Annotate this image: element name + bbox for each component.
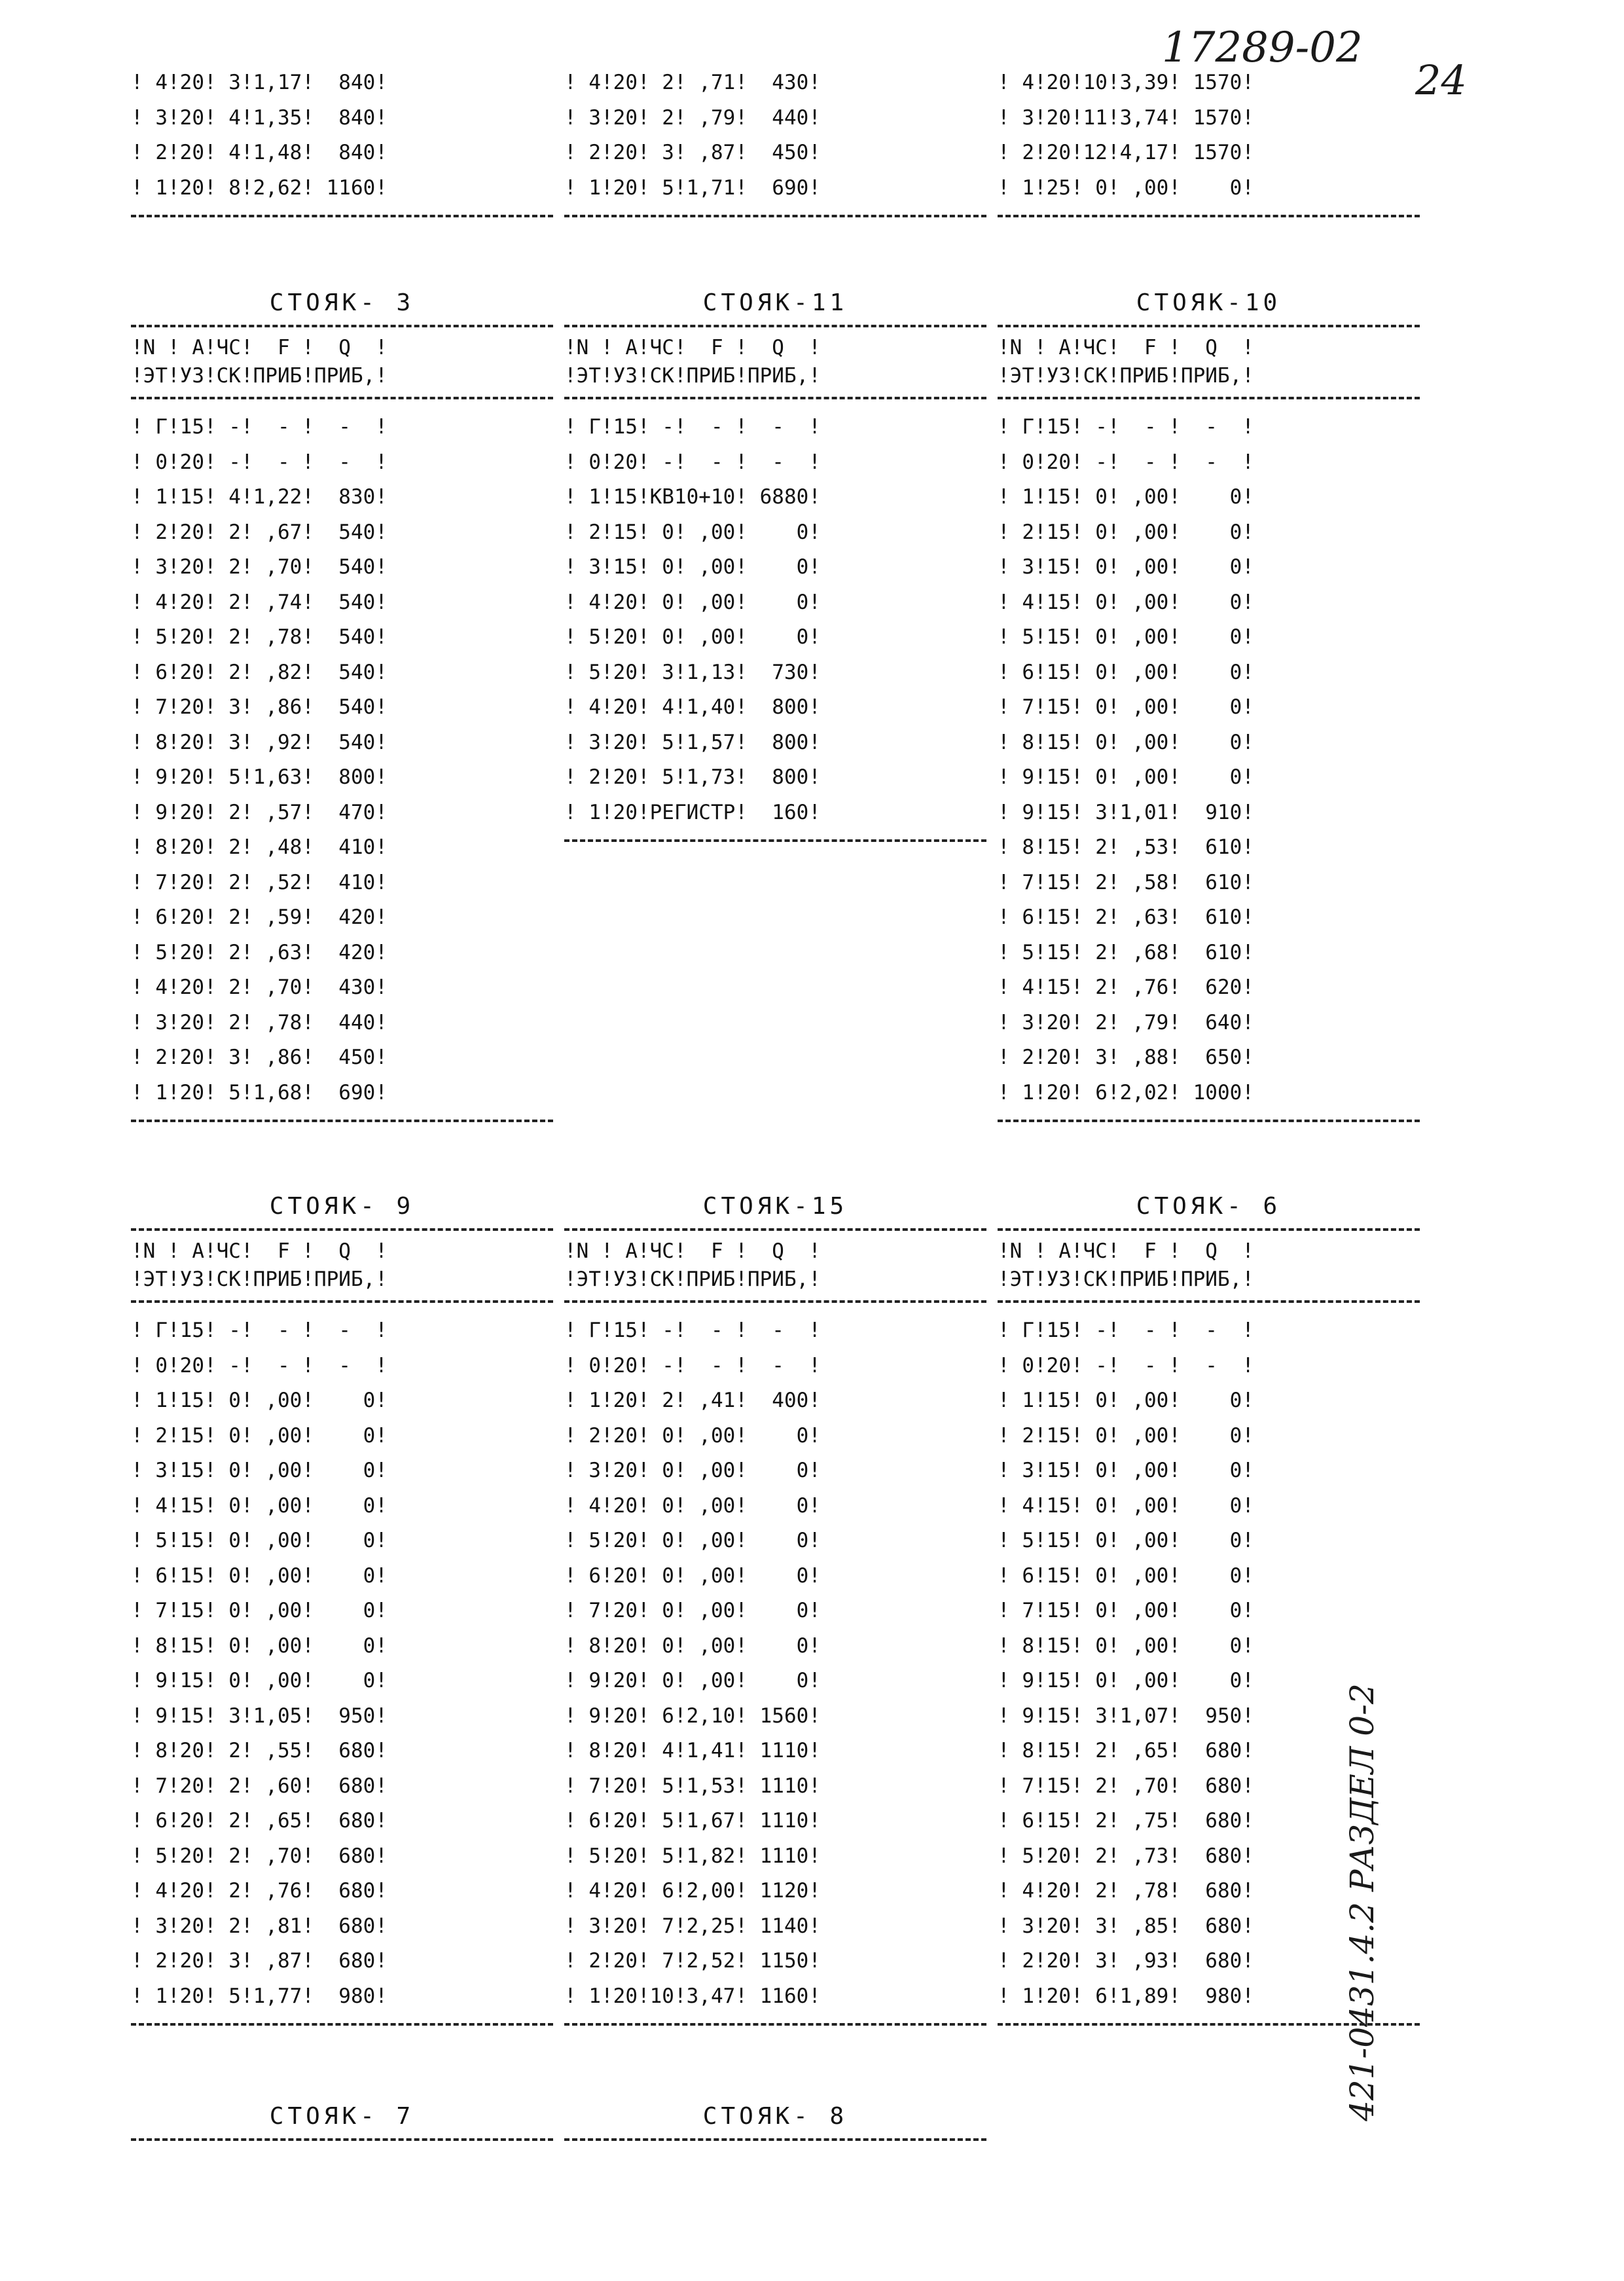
table-title: СТОЯК- 3 [269, 289, 415, 316]
table-row: ! 3!20! 2! ,78! 440! [131, 1010, 388, 1034]
table-row: ! 3!20! 7!2,25! 1140! [564, 1914, 821, 1938]
table-row: ! 1!25! 0! ,00! 0! [998, 175, 1254, 200]
table-row: ! 5!20! 2! ,63! 420! [131, 940, 388, 964]
table-row: ! 9!15! 0! ,00! 0! [131, 1669, 388, 1692]
dashed-rule [998, 215, 1420, 217]
table-row: ! 8!15! 2! ,53! 610! [998, 835, 1254, 859]
table-header: !N ! А!ЧС! F ! Q ! !ЭТ!УЗ!СК!ПРИБ!ПРИБ,! [564, 336, 821, 388]
table-row: ! 4!20! 2! ,74! 540! [131, 590, 388, 614]
table-row: ! 1!15! 0! ,00! 0! [998, 1389, 1254, 1412]
table-row: ! Г!15! -! - ! - ! [998, 415, 1254, 439]
table-row: ! 8!15! 0! ,00! 0! [998, 1633, 1254, 1658]
table-title: СТОЯК- 7 [269, 2103, 415, 2130]
table-row: ! 6!20! 2! ,59! 420! [131, 905, 388, 929]
table-row: ! 5!20! 2! ,78! 540! [131, 625, 388, 649]
table-row: ! 1!20!РЕГИСТР! 160! [564, 800, 821, 824]
stoyak-table [564, 1185, 986, 2026]
table-row: ! 2!20! 3! ,88! 650! [998, 1046, 1254, 1069]
table-row: ! 4!20! 0! ,00! 0! [564, 1493, 821, 1518]
table-row: ! 3!15! 0! ,00! 0! [998, 1459, 1254, 1482]
table-row: ! 2!15! 0! ,00! 0! [998, 1423, 1254, 1448]
table-title: СТОЯК- 9 [269, 1193, 415, 1220]
table-row: ! 3!20! 0! ,00! 0! [564, 1459, 821, 1482]
table-row: ! 6!20! 5!1,67! 1110! [564, 1809, 821, 1833]
table-title: СТОЯК- 6 [1136, 1193, 1282, 1220]
table-row: ! 4!20! 2! ,78! 680! [998, 1879, 1254, 1903]
table-row: ! 3!20! 2! ,79! 640! [998, 1010, 1254, 1034]
table-row: ! 2!20! 7!2,52! 1150! [564, 1949, 821, 1973]
table-body [998, 1303, 1420, 2023]
table-row: ! 1!20! 8!2,62! 1160! [131, 175, 388, 200]
table-row: ! 9!20! 6!2,10! 1560! [564, 1704, 821, 1728]
table-row: ! 9!15! 3!1,05! 950! [131, 1704, 388, 1728]
dashed-rule [131, 2023, 553, 2026]
handwritten-page-code: 17289-02 [1162, 24, 1363, 72]
table-row: ! 3!20! 3! ,85! 680! [998, 1914, 1254, 1938]
table-row: ! 1!20! 6!1,89! 980! [998, 1984, 1254, 2008]
table-row: ! 2!20! 4!1,48! 840! [131, 141, 388, 164]
top-fragment-column [564, 65, 986, 217]
table-row: ! 2!15! 0! ,00! 0! [131, 1423, 388, 1448]
table-row: ! 6!20! 2! ,65! 680! [131, 1809, 388, 1833]
table-row: ! 8!15! 2! ,65! 680! [998, 1739, 1254, 1762]
table-body [564, 399, 986, 839]
table-row: ! Г!15! -! - ! - ! [564, 415, 821, 439]
table-row: ! 5!15! 0! ,00! 0! [131, 1529, 388, 1552]
table-row: ! 1!15! 0! ,00! 0! [998, 485, 1254, 509]
stoyak-table [564, 282, 986, 842]
table-row: ! 0!20! -! - ! - ! [564, 450, 821, 474]
table-row: ! 2!20! 2! ,67! 540! [131, 520, 388, 544]
table-row: ! 7!15! 0! ,00! 0! [131, 1599, 388, 1622]
table-header: !N ! А!ЧС! F ! Q ! !ЭТ!УЗ!СК!ПРИБ!ПРИБ,! [131, 336, 388, 388]
table-row: ! 2!20! 0! ,00! 0! [564, 1423, 821, 1448]
table-row: ! 3!20!11!3,74! 1570! [998, 105, 1254, 130]
table-row: ! 4!15! 2! ,76! 620! [998, 976, 1254, 999]
table-body [998, 399, 1420, 1120]
table-header: !N ! А!ЧС! F ! Q ! !ЭТ!УЗ!СК!ПРИБ!ПРИБ,! [998, 336, 1254, 388]
table-row: ! 1!20! 2! ,41! 400! [564, 1389, 821, 1412]
table-row: ! 0!20! -! - ! - ! [131, 450, 388, 474]
table-row: ! 9!15! 0! ,00! 0! [998, 765, 1254, 789]
table-row: ! 6!15! 2! ,63! 610! [998, 905, 1254, 929]
table-title: СТОЯК-10 [1136, 289, 1282, 316]
table-row: ! 0!20! -! - ! - ! [564, 1353, 821, 1378]
table-row: ! 8!20! 4!1,41! 1110! [564, 1739, 821, 1762]
table-row: ! Г!15! -! - ! - ! [131, 1319, 388, 1342]
table-row: ! 4!20! 6!2,00! 1120! [564, 1879, 821, 1903]
table-row: ! 4!20! 2! ,70! 430! [131, 976, 388, 999]
table-row: ! 8!20! 3! ,92! 540! [131, 730, 388, 754]
table-body [131, 65, 553, 215]
table-row: ! 6!20! 0! ,00! 0! [564, 1563, 821, 1588]
table-row: ! Г!15! -! - ! - ! [564, 1319, 821, 1342]
table-row: ! 2!20! 3! ,87! 450! [564, 141, 821, 164]
table-row: ! 4!20! 4!1,40! 800! [564, 695, 821, 719]
table-row: ! 4!20!10!3,39! 1570! [998, 71, 1254, 94]
table-title: СТОЯК-15 [702, 1193, 848, 1220]
table-row: ! 7!20! 2! ,60! 680! [131, 1774, 388, 1798]
dashed-rule [564, 215, 986, 217]
table-row: ! 7!20! 5!1,53! 1110! [564, 1774, 821, 1798]
table-row: ! 0!20! -! - ! - ! [131, 1353, 388, 1378]
table-body [998, 65, 1420, 215]
table-row: ! 9!20! 2! ,57! 470! [131, 800, 388, 824]
table-row: ! 9!20! 0! ,00! 0! [564, 1669, 821, 1692]
table-row: ! 2!20!12!4,17! 1570! [998, 141, 1254, 164]
table-row: ! Г!15! -! - ! - ! [131, 415, 388, 439]
side-stamp: 421-0431.4.2 РАЗДЕЛ 0-2 [1343, 1683, 1381, 2121]
table-row: ! 3!20! 4!1,35! 840! [131, 105, 388, 130]
table-row: ! 8!15! 0! ,00! 0! [131, 1633, 388, 1658]
table-row: ! 3!20! 2! ,70! 540! [131, 555, 388, 579]
dashed-rule [998, 2023, 1420, 2026]
table-row: ! 3!20! 5!1,57! 800! [564, 730, 821, 754]
table-header: !N ! А!ЧС! F ! Q ! !ЭТ!УЗ!СК!ПРИБ!ПРИБ,! [998, 1239, 1254, 1291]
table-row: ! 1!20!10!3,47! 1160! [564, 1984, 821, 2008]
table-row: ! 5!20! 2! ,70! 680! [131, 1844, 388, 1868]
table-row: ! 4!20! 2! ,71! 430! [564, 71, 821, 94]
table-row: ! 1!15! 4!1,22! 830! [131, 485, 388, 509]
table-row: ! Г!15! -! - ! - ! [998, 1319, 1254, 1342]
table-row: ! 2!15! 0! ,00! 0! [998, 520, 1254, 544]
table-row: ! 7!15! 2! ,58! 610! [998, 870, 1254, 894]
table-row: ! 0!20! -! - ! - ! [998, 1353, 1254, 1378]
table-row: ! 4!15! 0! ,00! 0! [998, 590, 1254, 614]
table-row: ! 5!20! 5!1,82! 1110! [564, 1844, 821, 1868]
table-row: ! 0!20! -! - ! - ! [998, 450, 1254, 474]
table-title: СТОЯК-11 [702, 289, 848, 316]
table-row: ! 4!20! 3!1,17! 840! [131, 71, 388, 94]
table-row: ! 8!20! 2! ,48! 410! [131, 835, 388, 859]
dashed-rule [131, 2138, 553, 2141]
table-row: ! 5!15! 0! ,00! 0! [998, 625, 1254, 649]
handwritten-page-number: 24 [1415, 56, 1467, 104]
top-fragment-column [131, 65, 553, 217]
table-row: ! 5!20! 3!1,13! 730! [564, 660, 821, 684]
table-row: ! 7!20! 2! ,52! 410! [131, 870, 388, 894]
table-row: ! 3!15! 0! ,00! 0! [998, 555, 1254, 579]
table-row: ! 7!15! 2! ,70! 680! [998, 1774, 1254, 1798]
stoyak-table [564, 2095, 986, 2141]
table-row: ! 5!15! 2! ,68! 610! [998, 940, 1254, 964]
dashed-rule [131, 1120, 553, 1122]
table-row: ! 7!15! 0! ,00! 0! [998, 1599, 1254, 1622]
table-row: ! 5!20! 0! ,00! 0! [564, 1529, 821, 1552]
table-row: ! 2!15! 0! ,00! 0! [564, 520, 821, 544]
table-row: ! 7!20! 3! ,86! 540! [131, 695, 388, 719]
table-row: ! 1!20! 5!1,68! 690! [131, 1080, 388, 1104]
table-body [564, 1303, 986, 2023]
table-title: СТОЯК- 8 [702, 2103, 848, 2130]
table-row: ! 1!15! 0! ,00! 0! [131, 1389, 388, 1412]
table-row: ! 5!20! 2! ,73! 680! [998, 1844, 1254, 1868]
table-row: ! 1!20! 5!1,77! 980! [131, 1984, 388, 2008]
table-row: ! 2!20! 3! ,86! 450! [131, 1046, 388, 1069]
table-row: ! 6!15! 0! ,00! 0! [998, 660, 1254, 684]
dashed-rule [564, 839, 986, 842]
top-fragment-column [998, 65, 1420, 217]
table-row: ! 6!15! 2! ,75! 680! [998, 1809, 1254, 1833]
table-row: ! 9!20! 5!1,63! 800! [131, 765, 388, 789]
table-row: ! 9!15! 3!1,07! 950! [998, 1704, 1254, 1728]
table-row: ! 2!20! 3! ,93! 680! [998, 1949, 1254, 1973]
table-row: ! 9!15! 3!1,01! 910! [998, 800, 1254, 824]
table-row: ! 5!15! 0! ,00! 0! [998, 1529, 1254, 1552]
table-header: !N ! А!ЧС! F ! Q ! !ЭТ!УЗ!СК!ПРИБ!ПРИБ,! [564, 1239, 821, 1291]
table-row: ! 1!20! 6!2,02! 1000! [998, 1080, 1254, 1104]
table-row: ! 7!20! 0! ,00! 0! [564, 1599, 821, 1622]
table-row: ! 4!15! 0! ,00! 0! [998, 1493, 1254, 1518]
stoyak-table [131, 282, 553, 1122]
table-row: ! 3!20! 2! ,79! 440! [564, 105, 821, 130]
table-row: ! 4!15! 0! ,00! 0! [131, 1493, 388, 1518]
table-row: ! 6!15! 0! ,00! 0! [998, 1563, 1254, 1588]
stoyak-table [998, 1185, 1420, 2026]
table-row: ! 3!15! 0! ,00! 0! [564, 555, 821, 579]
table-row: ! 1!20! 5!1,71! 690! [564, 175, 821, 200]
stoyak-table [998, 282, 1420, 1122]
dashed-rule [564, 2023, 986, 2026]
dashed-rule [131, 215, 553, 217]
table-row: ! 8!15! 0! ,00! 0! [998, 730, 1254, 754]
table-header: !N ! А!ЧС! F ! Q ! !ЭТ!УЗ!СК!ПРИБ!ПРИБ,! [131, 1239, 388, 1291]
dashed-rule [564, 2138, 986, 2141]
table-row: ! 4!20! 2! ,76! 680! [131, 1879, 388, 1903]
table-body [564, 65, 986, 215]
table-row: ! 7!15! 0! ,00! 0! [998, 695, 1254, 719]
table-row: ! 8!20! 0! ,00! 0! [564, 1633, 821, 1658]
table-row: ! 6!15! 0! ,00! 0! [131, 1563, 388, 1588]
table-row: ! 1!15!КВ10+10! 6880! [564, 485, 821, 509]
stoyak-table [131, 2095, 553, 2141]
table-row: ! 3!15! 0! ,00! 0! [131, 1459, 388, 1482]
table-row: ! 9!15! 0! ,00! 0! [998, 1669, 1254, 1692]
table-row: ! 2!20! 3! ,87! 680! [131, 1949, 388, 1973]
table-body [131, 1303, 553, 2023]
table-row: ! 2!20! 5!1,73! 800! [564, 765, 821, 789]
table-row: ! 8!20! 2! ,55! 680! [131, 1739, 388, 1762]
table-row: ! 3!20! 2! ,81! 680! [131, 1914, 388, 1938]
stoyak-table [131, 1185, 553, 2026]
table-row: ! 4!20! 0! ,00! 0! [564, 590, 821, 614]
table-body [131, 399, 553, 1120]
dashed-rule [998, 1120, 1420, 1122]
table-row: ! 6!20! 2! ,82! 540! [131, 660, 388, 684]
table-row: ! 5!20! 0! ,00! 0! [564, 625, 821, 649]
